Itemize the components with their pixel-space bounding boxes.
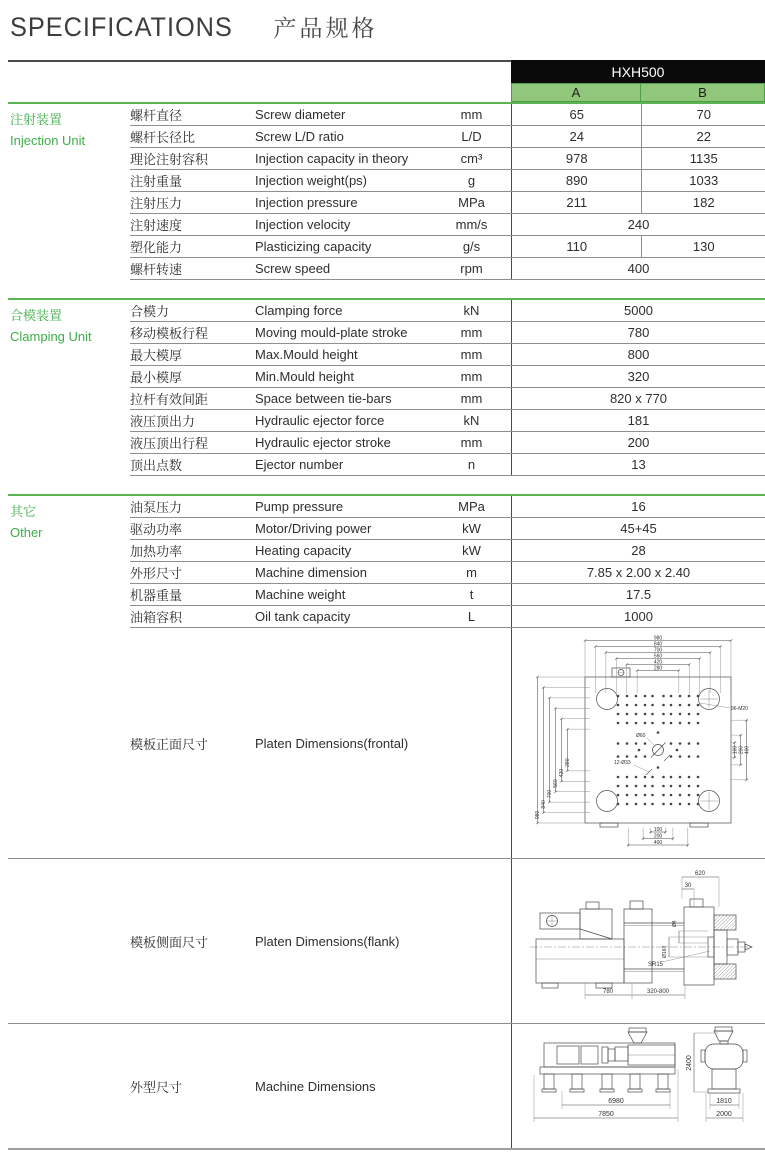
row-name-en: Ejector number — [255, 457, 344, 472]
row-values — [511, 192, 765, 213]
row-name-en: Injection velocity — [255, 217, 351, 232]
row-name-en: Plasticizing capacity — [255, 239, 372, 254]
section-label-cn: 其它 — [10, 504, 37, 519]
row-name-cn: 注射压力 — [130, 196, 183, 211]
dim-nozzle-radius: SR15 — [648, 962, 664, 968]
row-name-cn: 液压顶出力 — [130, 414, 196, 429]
row-values — [511, 344, 765, 365]
row-unit: m — [466, 565, 477, 580]
flank-dim-labels — [603, 871, 706, 995]
svg-text:400: 400 — [744, 745, 751, 755]
dim-nozzle-dia: Ø4 — [672, 920, 678, 927]
row-unit: MPa — [458, 499, 485, 514]
svg-text:560: 560 — [653, 653, 663, 660]
row-name-en: Motor/Driving power — [255, 521, 372, 536]
moving-platen — [624, 909, 652, 983]
table-row — [130, 562, 765, 584]
row-values — [511, 366, 765, 387]
section-label — [8, 300, 130, 476]
page-title-cn: 产品规格 — [273, 15, 378, 41]
row-name-cn: 螺杆长径比 — [130, 130, 196, 145]
row-name-cn: 拉杆有效间距 — [130, 392, 209, 407]
row-name-cn: 注射速度 — [130, 218, 183, 233]
row-name-cn: 最小模厚 — [130, 370, 183, 385]
row-name-cn: 顶出点数 — [130, 458, 183, 473]
diagram-label-machine — [8, 1024, 511, 1148]
value-span: 16 — [631, 499, 646, 514]
svg-text:280: 280 — [653, 665, 663, 672]
center-hole-label: Ø60 — [636, 733, 646, 739]
value-span: 7.85 x 2.00 x 2.40 — [586, 565, 691, 580]
value-span: 13 — [631, 457, 646, 472]
diagram-canvas-flank — [511, 859, 765, 1023]
svg-text:980: 980 — [535, 810, 542, 819]
table-row — [130, 214, 765, 236]
table-row — [130, 322, 765, 344]
value-span: 820 x 770 — [609, 391, 668, 406]
row-unit: rpm — [460, 261, 483, 276]
row-values — [511, 148, 765, 169]
spec-section — [8, 298, 765, 476]
dim-780: 780 — [602, 989, 614, 995]
row-name-en: Min.Mould height — [255, 369, 354, 384]
dim-ring-dia: Ø160 — [662, 945, 668, 958]
svg-text:840: 840 — [541, 800, 548, 809]
value-span: 5000 — [624, 303, 653, 318]
row-values — [511, 432, 765, 453]
row-unit: L — [467, 609, 476, 624]
value-span: 17.5 — [625, 587, 652, 602]
diagram-label-machine-en: Machine Dimensions — [255, 1078, 376, 1094]
row-name-en: Machine weight — [255, 587, 346, 602]
table-row — [130, 192, 765, 214]
dim-620: 620 — [694, 871, 706, 877]
row-unit: n — [467, 457, 476, 472]
svg-text:200: 200 — [653, 833, 663, 840]
value-b: 70 — [641, 104, 765, 125]
column-header-a: A — [511, 83, 641, 102]
row-values — [511, 496, 765, 517]
dim-2000: 2000 — [716, 1111, 732, 1118]
right-dimension-chain — [732, 719, 751, 781]
table-row — [130, 170, 765, 192]
section-rows — [130, 496, 765, 628]
dim-7850: 7850 — [598, 1111, 614, 1118]
row-unit: mm — [460, 435, 483, 450]
value-span: 181 — [627, 413, 650, 428]
spec-table — [8, 60, 765, 628]
section-label-en: Clamping Unit — [10, 328, 92, 344]
machine-end-view — [701, 1027, 747, 1093]
row-name-en: Hydraulic ejector force — [255, 413, 385, 428]
row-name-cn: 外形尺寸 — [130, 566, 183, 581]
row-unit: mm — [460, 107, 483, 122]
diagram-label-frontal — [8, 628, 511, 858]
row-unit: mm — [460, 325, 483, 340]
svg-text:100: 100 — [732, 745, 739, 755]
value-a: 978 — [565, 151, 588, 166]
svg-text:980: 980 — [653, 635, 663, 642]
row-name-en: Screw L/D ratio — [255, 129, 344, 144]
table-row — [130, 606, 765, 628]
model-column-header — [511, 60, 765, 102]
page-header — [0, 0, 765, 60]
column-header-b: B — [641, 83, 765, 102]
diagram-row-platen-frontal — [8, 628, 765, 859]
table-row — [130, 300, 765, 322]
row-name-cn: 机器重量 — [130, 588, 183, 603]
row-unit: mm — [460, 369, 483, 384]
machine-dimensions-drawing — [522, 1025, 757, 1147]
row-values — [511, 562, 765, 583]
row-name-en: Pump pressure — [255, 499, 344, 514]
svg-text:700: 700 — [653, 647, 663, 654]
table-row — [130, 584, 765, 606]
row-name-cn: 驱动功率 — [130, 522, 183, 537]
section-label-cn: 注射装置 — [10, 112, 63, 127]
row-name-cn: 移动模板行程 — [130, 326, 209, 341]
ejector-hole-label: 12-Ø33 — [614, 760, 631, 766]
diagram-section — [8, 628, 765, 1150]
row-name-cn: 油泵压力 — [130, 500, 183, 515]
svg-text:560: 560 — [553, 779, 560, 788]
table-row — [130, 236, 765, 258]
svg-text:700: 700 — [547, 789, 554, 799]
dim-30: 30 — [684, 883, 692, 889]
row-values — [511, 104, 765, 125]
value-span: 400 — [627, 261, 650, 276]
value-span: 240 — [627, 217, 650, 232]
value-a: 65 — [569, 107, 584, 122]
table-row — [130, 126, 765, 148]
row-name-cn: 理论注射容积 — [130, 152, 209, 167]
svg-text:400: 400 — [653, 839, 663, 846]
value-b: 130 — [641, 236, 765, 257]
row-name-cn: 螺杆转速 — [130, 262, 183, 277]
row-values — [511, 300, 765, 321]
section-label-en: Injection Unit — [10, 132, 86, 148]
svg-text:200: 200 — [738, 745, 745, 755]
table-row — [130, 104, 765, 126]
dim-6980: 6980 — [608, 1098, 624, 1105]
table-row — [130, 388, 765, 410]
row-name-en: Clamping force — [255, 303, 343, 318]
row-name-en: Space between tie-bars — [255, 391, 392, 406]
value-span: 45+45 — [620, 521, 657, 536]
section-label — [8, 496, 130, 628]
table-header — [8, 60, 765, 102]
row-name-en: Machine dimension — [255, 565, 368, 580]
svg-text:840: 840 — [653, 641, 663, 648]
row-values — [511, 584, 765, 605]
left-dimension-chain — [535, 676, 590, 824]
diagram-row-platen-flank — [8, 859, 765, 1024]
row-values — [511, 214, 765, 235]
row-unit: mm/s — [455, 217, 488, 232]
row-name-en: Hydraulic ejector stroke — [255, 435, 391, 450]
diagram-label-machine-cn: 外型尺寸 — [130, 1079, 183, 1095]
section-rows — [130, 300, 765, 476]
row-unit: kW — [462, 521, 481, 536]
value-span: 800 — [627, 347, 650, 362]
value-span: 320 — [627, 369, 650, 384]
row-values — [511, 236, 765, 257]
row-name-cn: 合模力 — [130, 304, 170, 319]
bolt-spec-label: 96-M20 — [731, 706, 748, 712]
dim-2400: 2400 — [686, 1055, 693, 1071]
row-name-en: Oil tank capacity — [255, 609, 351, 624]
value-span: 1000 — [624, 609, 653, 624]
page-title-en: SPECIFICATIONS — [10, 12, 233, 42]
tiebar-hole-bl — [597, 791, 618, 812]
row-name-en: Injection capacity in theory — [255, 151, 409, 166]
row-unit: mm — [460, 347, 483, 362]
section-label — [8, 104, 130, 280]
table-row — [130, 496, 765, 518]
row-name-cn: 液压顶出行程 — [130, 436, 209, 451]
value-a: 110 — [566, 239, 588, 254]
value-span: 780 — [627, 325, 650, 340]
table-row — [130, 258, 765, 280]
spec-section — [8, 102, 765, 280]
row-unit: kW — [462, 543, 481, 558]
svg-text:100: 100 — [653, 826, 663, 833]
value-b: 1033 — [641, 170, 765, 191]
top-dimension-chain — [584, 635, 732, 693]
row-name-en: Max.Mould height — [255, 347, 358, 362]
row-values — [511, 388, 765, 409]
row-name-en: Screw speed — [255, 261, 331, 276]
row-values — [511, 410, 765, 431]
value-span: 28 — [631, 543, 646, 558]
platen-frontal-drawing — [528, 631, 760, 855]
row-values — [511, 126, 765, 147]
diagram-label-flank — [8, 859, 511, 1023]
machine-side-view — [540, 1028, 675, 1092]
row-unit: g — [467, 173, 476, 188]
table-row — [130, 518, 765, 540]
row-unit: g/s — [462, 239, 481, 254]
row-values — [511, 540, 765, 561]
row-name-en: Screw diameter — [255, 107, 346, 122]
platen-flank-drawing — [522, 865, 757, 1017]
row-unit: t — [469, 587, 474, 602]
row-name-en: Injection weight(ps) — [255, 173, 367, 188]
table-row — [130, 540, 765, 562]
diagram-label-flank-cn: 模板侧面尺寸 — [130, 934, 209, 950]
dim-1810: 1810 — [716, 1098, 732, 1105]
flank-outline — [536, 899, 752, 988]
row-unit: kN — [463, 303, 480, 318]
row-name-en: Heating capacity — [255, 543, 352, 558]
section-label-cn: 合模装置 — [10, 308, 63, 323]
table-row — [130, 454, 765, 476]
row-name-cn: 塑化能力 — [130, 240, 183, 255]
row-name-en: Moving mould-plate stroke — [255, 325, 408, 340]
section-label-en: Other — [10, 524, 43, 540]
value-a: 211 — [566, 195, 588, 210]
row-name-cn: 注射重量 — [130, 174, 183, 189]
row-unit: kN — [463, 413, 480, 428]
value-b: 1135 — [641, 148, 765, 169]
table-row — [130, 366, 765, 388]
svg-text:420: 420 — [653, 659, 663, 666]
row-unit: mm — [460, 391, 483, 406]
value-a: 890 — [565, 173, 588, 188]
diagram-label-frontal-cn: 模板正面尺寸 — [130, 736, 209, 752]
row-values — [511, 258, 765, 279]
table-row — [130, 148, 765, 170]
table-row — [130, 410, 765, 432]
bottom-dimension-chain — [627, 827, 689, 847]
section-rows — [130, 104, 765, 280]
diagram-row-machine — [8, 1024, 765, 1150]
row-name-cn: 螺杆直径 — [130, 108, 183, 123]
diagram-canvas-machine — [511, 1024, 765, 1148]
row-name-cn: 加热功率 — [130, 544, 183, 559]
diagram-canvas-frontal — [511, 628, 765, 858]
svg-text:420: 420 — [559, 768, 566, 778]
diagram-label-flank-en: Platen Dimensions(flank) — [255, 933, 400, 949]
value-span: 200 — [627, 435, 650, 450]
model-name: HXH500 — [511, 60, 765, 83]
diagram-label-frontal-en: Platen Dimensions(frontal) — [255, 735, 409, 751]
row-name-cn: 油箱容积 — [130, 610, 183, 625]
row-name-cn: 最大模厚 — [130, 348, 183, 363]
row-values — [511, 322, 765, 343]
value-b: 22 — [641, 126, 765, 147]
spec-section — [8, 494, 765, 628]
table-row — [130, 432, 765, 454]
platen-outline — [585, 668, 731, 827]
variant-header-row — [511, 83, 765, 102]
row-unit: cm³ — [460, 151, 483, 166]
row-values — [511, 518, 765, 539]
row-name-en: Injection pressure — [255, 195, 358, 210]
row-values — [511, 606, 765, 627]
svg-text:280: 280 — [565, 758, 572, 767]
row-values — [511, 170, 765, 191]
table-row — [130, 344, 765, 366]
row-unit: L/D — [461, 129, 482, 144]
row-unit: MPa — [458, 195, 485, 210]
dim-320-800: 320-800 — [646, 989, 670, 995]
value-a: 24 — [569, 129, 584, 144]
spec-sections — [8, 102, 765, 628]
tiebar-hole-tl — [597, 689, 618, 710]
row-values — [511, 454, 765, 475]
fixed-platen — [684, 907, 714, 985]
header-top-rule — [8, 60, 511, 62]
value-b: 182 — [641, 192, 765, 213]
